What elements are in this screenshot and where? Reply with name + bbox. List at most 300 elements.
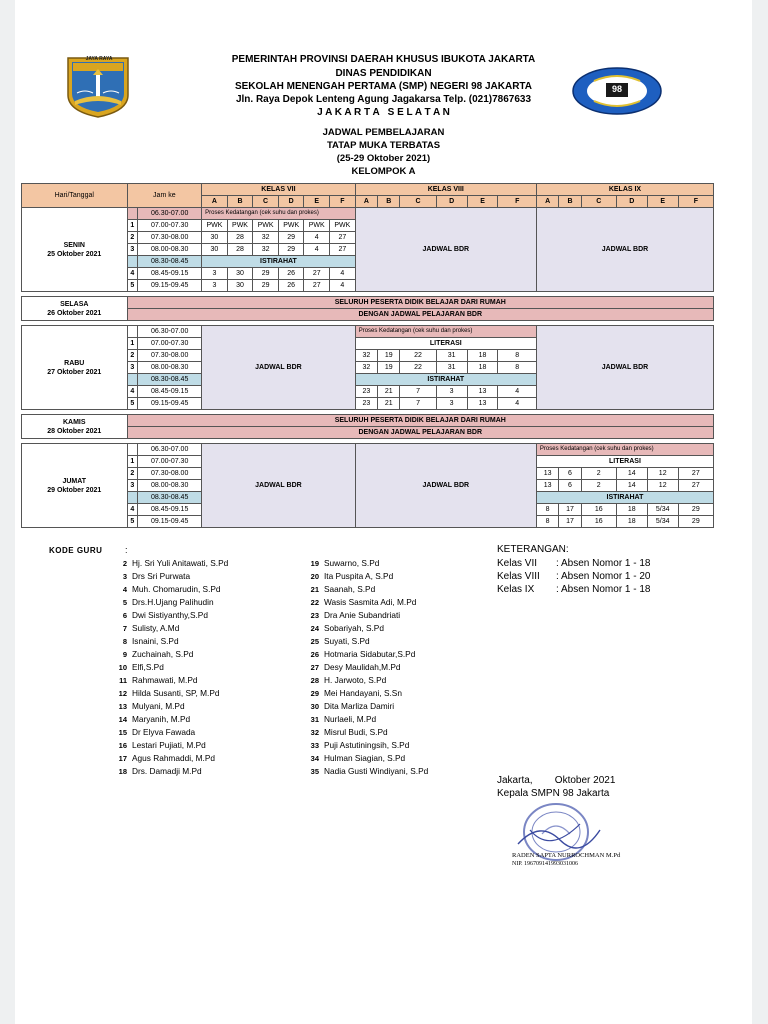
table-row: 1 07.00-07.30 PWK PWK PWK PWK PWK PWK [22,220,714,232]
teacher-code-number: 7 [122,624,127,633]
time-slot: 08.45-09.15 [138,268,202,280]
subject-cell: 32 [355,362,377,374]
teacher-name: Lestari Pujiati, M.Pd [132,740,206,750]
subject-cell: 32 [355,350,377,362]
time-slot: 09.15-09.45 [138,280,202,292]
subject-cell: 3 [202,268,228,280]
teacher-code-item [305,623,384,633]
jadwal-bdr-label: JADWAL BDR [355,444,536,528]
teacher-code-item [113,662,164,672]
subject-cell: 6 [559,468,581,480]
subject-cell: 27 [304,280,330,292]
time-slot: 06.30-07.00 [138,208,202,220]
teacher-code-item [113,584,221,594]
subject-cell: 4 [498,386,536,398]
subject-cell: 23 [355,386,377,398]
header-jam-ke: Jam ke [127,184,202,208]
subject-cell: 2 [581,468,616,480]
teacher-name: Ita Puspita A, S.Pd [324,571,394,581]
subject-cell: 29 [278,232,304,244]
bdr-notice-line-1: SELURUH PESERTA DIDIK BELAJAR DARI RUMAH [127,297,713,309]
teacher-code-number: 5 [122,598,127,607]
day-name: KAMIS [62,418,86,426]
subject-cell: 18 [467,350,498,362]
teacher-code-item [113,753,215,763]
kode-guru-colon: : [125,545,128,555]
keterangan-kelas: Kelas VII [497,558,538,569]
teacher-code-item [305,753,405,763]
subject-cell: 26 [278,268,304,280]
subject-cell: 17 [559,504,581,516]
col-f: F [498,196,536,208]
table-row: 3 08.00-08.30 13 6 2 14 12 27 [22,480,714,492]
letterhead-line-5: J A K A R T A S E L A T A N [317,107,450,118]
arrival-process-label: Proses Kedatangan (cek suhu dan prokes) [536,444,713,456]
subject-cell: 28 [227,244,253,256]
table-row: 5 09.15-09.45 23 21 7 3 13 4 [22,398,714,410]
table-row [22,208,714,220]
teacher-name: Misrul Budi, S.Pd [324,727,388,737]
subject-cell: PWK [278,220,304,232]
col-d: D [278,196,304,208]
teacher-code-number: 20 [310,572,319,581]
teacher-name: Saanah, S.Pd [324,584,376,594]
teacher-code-item [113,714,190,724]
teacher-code-number: 26 [310,650,319,659]
col-c: C [581,196,616,208]
col-a: A [536,196,558,208]
subject-cell: 30 [227,280,253,292]
teacher-code-item [113,688,219,698]
teacher-name: Drs. Damadji M.Pd [132,766,202,776]
subject-cell: 19 [378,350,400,362]
time-slot: 07.30-08.00 [138,232,202,244]
subject-cell: PWK [227,220,253,232]
teacher-name: Zuchainah, S.Pd [132,649,194,659]
subject-cell: 31 [436,350,467,362]
teacher-code-item [113,558,228,568]
teacher-code-number: 30 [310,702,319,711]
letterhead-line-1: PEMERINTAH PROVINSI DAERAH KHUSUS IBUKOTA JAKARTA [231,54,536,65]
subject-cell: 22 [400,362,436,374]
teacher-code-item [113,675,197,685]
teacher-code-item [305,727,388,737]
subject-cell: 14 [616,480,647,492]
jadwal-bdr-label: JADWAL BDR [536,208,713,292]
subject-cell: 19 [378,362,400,374]
subject-cell: 22 [400,350,436,362]
literasi-label: LITERASI [355,338,536,350]
day-cell-selasa [22,297,128,321]
teacher-code-number: 32 [310,728,319,737]
table-row: 2 07.30-08.00 13 6 2 14 12 27 [22,468,714,480]
teacher-name: Hotmaria Sidabutar,S.Pd [324,649,416,659]
teacher-name: Mulyani, M.Pd [132,701,185,711]
subject-cell: 29 [678,516,713,528]
teacher-code-item [305,610,400,620]
letterhead-line-4: Jln. Raya Depok Lenteng Agung Jagakarsa Telp. (021)7867633 [235,94,532,105]
col-c: C [400,196,436,208]
subject-cell: 14 [616,468,647,480]
teacher-code-number: 11 [119,676,127,685]
teacher-name: Hulman Siagian, S.Pd [324,753,406,763]
teacher-code-number: 18 [118,767,127,776]
subject-cell: 32 [253,232,279,244]
table-row [22,326,714,338]
col-b: B [378,196,400,208]
table-row: 3 08.00-08.30 32 19 22 31 18 8 [22,362,714,374]
teacher-code-item [305,714,376,724]
teacher-name: Drs.H.Ujang Palihudin [132,597,214,607]
subject-cell: 3 [436,398,467,410]
teacher-code-number: 25 [310,637,319,646]
teacher-code-item [305,571,393,581]
day-date: 25 Oktober 2021 [47,250,102,258]
teacher-code-item [113,623,179,633]
schedule-table [21,183,714,528]
col-b: B [227,196,253,208]
subject-cell: 12 [647,480,678,492]
subject-cell: 13 [536,480,558,492]
teacher-code-item [305,662,401,672]
subject-cell: PWK [330,220,356,232]
time-slot: 08.30-08.45 [138,256,202,268]
teacher-code-item [305,675,386,685]
teacher-name: Wasis Sasmita Adi, M.Pd [324,597,417,607]
day-cell-jumat [22,444,128,528]
istirahat-label: ISTIRAHAT [202,256,356,268]
teacher-code-number: 2 [122,559,127,568]
header-kelas-ix: KELAS IX [536,184,713,196]
teacher-code-number: 4 [122,585,127,594]
col-e: E [467,196,498,208]
subject-cell: 27 [304,268,330,280]
subject-cell: 18 [616,504,647,516]
subject-cell: 13 [536,468,558,480]
teacher-name: H. Jarwoto, S.Pd [324,675,387,685]
subject-cell: 30 [202,244,228,256]
table-row [22,415,714,427]
istirahat-label: ISTIRAHAT [536,492,713,504]
col-e: E [647,196,678,208]
teacher-name: Dita Marliza Damiri [324,701,395,711]
subject-cell: 12 [647,468,678,480]
teacher-name: Maryanih, M.Pd [132,714,191,724]
teacher-code-item [305,740,409,750]
teacher-name: Puji Astutiningsih, S.Pd [324,740,410,750]
teacher-name: Desy Maulidah,M.Pd [324,662,401,672]
teacher-name: Suyati, S.Pd [324,636,370,646]
teacher-code-number: 35 [310,767,319,776]
teacher-code-item [305,766,428,776]
day-date: 28 Oktober 2021 [47,427,102,435]
subject-cell: PWK [253,220,279,232]
letterhead-line-3: SEKOLAH MENENGAH PERTAMA (SMP) NEGERI 98 JAKARTA [234,81,533,92]
subject-cell: 21 [378,386,400,398]
day-name: SELASA [60,300,89,308]
keterangan-value: : Absen Nomor 1 - 18 [556,584,651,595]
jadwal-bdr-label: JADWAL BDR [536,326,713,410]
header-kelas-vii: KELAS VII [202,184,356,196]
teacher-code-number: 3 [122,572,127,581]
subject-cell: 30 [227,268,253,280]
time-slot: 07.30-08.00 [138,350,202,362]
bdr-notice-line-2: DENGAN JADWAL PELAJARAN BDR [127,427,713,439]
time-slot: 08.30-08.45 [138,374,202,386]
col-d: D [616,196,647,208]
subject-cell: 5/34 [647,516,678,528]
teacher-name: Dwi Sistiyanthy,S.Pd [132,610,208,620]
signatory-nip: NIP. 196709141993031006 [512,861,579,867]
col-f: F [678,196,713,208]
subject-cell: 3 [436,386,467,398]
header-kelas-viii: KELAS VIII [355,184,536,196]
subject-cell: 18 [616,516,647,528]
teacher-code-number: 9 [122,650,127,659]
teacher-code-item [305,584,375,594]
subject-cell: 4 [330,268,356,280]
col-e: E [304,196,330,208]
table-row: 5 09.15-09.45 8 17 16 18 5/34 29 [22,516,714,528]
keterangan-kelas: Kelas IX [497,584,535,595]
jadwal-bdr-label: JADWAL BDR [202,326,356,410]
day-date: 26 Oktober 2021 [47,309,102,317]
subject-cell: 27 [330,232,356,244]
teacher-code-number: 6 [122,611,127,620]
logo-motto-text: JAYA RAYA [85,56,113,62]
teacher-code-number: 15 [118,728,127,737]
subject-cell: 2 [581,480,616,492]
teacher-name: Mei Handayani, S.Sn [324,688,402,698]
teacher-code-number: 31 [310,715,319,724]
subject-cell: 13 [467,386,498,398]
signatory-name: RADEN SAPTA NURROCHMAN M.Pd [512,852,621,859]
subject-cell: 4 [498,398,536,410]
day-name: SENIN [63,241,85,249]
schedule-title-4: KELOMPOK A [351,166,416,177]
col-f: F [330,196,356,208]
teacher-code-item [113,649,193,659]
teacher-code-item [113,636,179,646]
time-slot: 08.00-08.30 [138,480,202,492]
keterangan-kelas: Kelas VIII [497,571,540,582]
subject-cell: 7 [400,398,436,410]
teacher-code-item [113,766,202,776]
subject-cell: PWK [304,220,330,232]
teacher-code-item [113,610,208,620]
teacher-name: Isnaini, S.Pd [132,636,179,646]
teacher-code-number: 22 [310,598,319,607]
time-slot: 08.00-08.30 [138,362,202,374]
subject-cell: 27 [678,480,713,492]
teacher-name: Rahmawati, M.Pd [132,675,198,685]
subject-cell: 8 [498,362,536,374]
teacher-name: Nurlaeli, M.Pd [324,714,377,724]
subject-cell: 31 [436,362,467,374]
jadwal-bdr-label: JADWAL BDR [355,208,536,292]
day-date: 29 Oktober 2021 [47,486,102,494]
table-row: 1 07.00-07.30 LITERASI [22,338,714,350]
teacher-name: Agus Rahmaddi, M.Pd [132,753,216,763]
teacher-code-number: 27 [310,663,319,672]
table-row: 4 08.45-09.15 23 21 7 3 13 4 [22,386,714,398]
teacher-code-number: 14 [118,715,127,724]
teacher-code-number: 12 [118,689,127,698]
teacher-code-number: 13 [118,702,127,711]
day-date: 27 Oktober 2021 [47,368,102,376]
subject-cell: 7 [400,386,436,398]
signature-place-date: Jakarta, Oktober 2021 [497,775,616,786]
kode-guru-label: KODE GURU [49,546,103,555]
teacher-code-item [305,649,415,659]
subject-cell: 32 [253,244,279,256]
day-name: RABU [64,359,85,367]
subject-cell: 5/34 [647,504,678,516]
table-header-row [22,184,714,196]
arrival-process-label: Proses Kedatangan (cek suhu dan prokes) [202,208,356,220]
teacher-code-item [113,727,195,737]
time-slot: 07.30-08.00 [138,468,202,480]
teacher-code-item [113,740,206,750]
subject-cell: 4 [304,232,330,244]
teacher-code-number: 29 [310,689,319,698]
teacher-name: Muh. Chomarudin, S.Pd [132,584,221,594]
teacher-name: Nadia Gusti Windiyani, S.Pd [324,766,429,776]
jadwal-bdr-label: JADWAL BDR [202,444,356,528]
subject-cell: 21 [378,398,400,410]
keterangan-value: : Absen Nomor 1 - 18 [556,558,651,569]
subject-cell: 23 [355,398,377,410]
subject-cell: 3 [202,280,228,292]
time-slot: 09.15-09.45 [138,516,202,528]
teacher-name: Hilda Susanti, SP, M.Pd [132,688,220,698]
teacher-name: Elfi,S.Pd [132,662,164,672]
subject-cell: 30 [202,232,228,244]
teacher-code-item [113,701,185,711]
col-b: B [559,196,581,208]
teacher-code-item [305,636,370,646]
table-row [22,297,714,309]
teacher-code-item [305,701,394,711]
table-row: 4 08.45-09.15 3 30 29 26 27 4 [22,268,714,280]
teacher-code-number: 23 [310,611,319,620]
table-row: 3 08.00-08.30 30 28 32 29 4 27 [22,244,714,256]
subject-cell: 18 [467,362,498,374]
subject-cell: 8 [498,350,536,362]
time-slot: 08.45-09.15 [138,504,202,516]
subject-cell: 8 [536,516,558,528]
col-a: A [202,196,228,208]
time-slot: 06.30-07.00 [138,326,202,338]
subject-cell: 27 [330,244,356,256]
col-d: D [436,196,467,208]
teacher-code-number: 10 [118,663,127,672]
col-c: C [253,196,279,208]
time-slot: 08.30-08.45 [138,492,202,504]
teacher-code-item [305,688,402,698]
teacher-code-number: 24 [310,624,319,633]
subject-cell: 16 [581,516,616,528]
subject-cell: 6 [559,480,581,492]
subject-cell: 17 [559,516,581,528]
time-slot: 08.45-09.15 [138,386,202,398]
teacher-code-number: 34 [310,754,319,763]
teacher-code-number: 28 [310,676,319,685]
teacher-code-number: 17 [118,754,127,763]
subject-cell: 29 [278,244,304,256]
subject-cell: 16 [581,504,616,516]
teacher-name: Dr Elyva Fawada [132,727,196,737]
table-row [22,444,714,456]
subject-cell: PWK [202,220,228,232]
table-row: 1 07.00-07.30 LITERASI [22,456,714,468]
subject-cell: 26 [278,280,304,292]
teacher-name: Sulisty, A.Md [132,623,180,633]
teacher-code-number: 19 [310,559,319,568]
school-logo-number: 98 [611,84,622,94]
document-page [15,0,752,1024]
time-slot: 07.00-07.30 [138,220,202,232]
teacher-code-number: 16 [118,741,127,750]
teacher-name: Suwarno, S.Pd [324,558,380,568]
day-cell-kamis [22,415,128,439]
keterangan-value: : Absen Nomor 1 - 20 [556,571,651,582]
teacher-code-item [305,558,379,568]
schedule-title-2: TATAP MUKA TERBATAS [326,140,441,151]
signature-position: Kepala SMPN 98 Jakarta [497,788,610,799]
literasi-label: LITERASI [536,456,713,468]
keterangan-title: KETERANGAN: [497,544,569,555]
time-slot: 06.30-07.00 [138,444,202,456]
schedule-title-3: (25-29 Oktober 2021) [336,153,431,164]
subject-cell: 29 [253,280,279,292]
teacher-code-item [305,597,416,607]
time-slot: 08.00-08.30 [138,244,202,256]
time-slot: 07.00-07.30 [138,338,202,350]
teacher-name: Hj. Sri Yuli Anitawati, S.Pd [132,558,229,568]
teacher-code-item [113,571,190,581]
day-cell-rabu [22,326,128,410]
arrival-process-label: Proses Kedatangan (cek suhu dan prokes) [355,326,536,338]
teacher-name: Sobariyah, S.Pd [324,623,384,633]
schedule-title-1: JADWAL PEMBELAJARAN [322,127,445,138]
istirahat-label: ISTIRAHAT [355,374,536,386]
letterhead-line-2: DINAS PENDIDIKAN [335,68,432,79]
teacher-code-number: 33 [310,741,319,750]
subject-cell: 29 [253,268,279,280]
table-row: 4 08.45-09.15 8 17 16 18 5/34 29 [22,504,714,516]
subject-cell: 29 [678,504,713,516]
subject-cell: 4 [330,280,356,292]
teacher-code-number: 8 [122,637,127,646]
subject-cell: 4 [304,244,330,256]
table-row: 5 09.15-09.45 3 30 29 26 27 4 [22,280,714,292]
subject-cell: 27 [678,468,713,480]
header-hari-tanggal: Hari/Tanggal [22,184,128,208]
day-cell-senin [22,208,128,292]
time-slot: 07.00-07.30 [138,456,202,468]
subject-cell: 28 [227,232,253,244]
subject-cell: 8 [536,504,558,516]
col-a: A [355,196,377,208]
table-row: 2 07.30-08.00 30 28 32 29 4 27 [22,232,714,244]
teacher-code-item [113,597,214,607]
table-row: 2 07.30-08.00 32 19 22 31 18 8 [22,350,714,362]
bdr-notice-line-1: SELURUH PESERTA DIDIK BELAJAR DARI RUMAH [127,415,713,427]
teacher-code-number: 21 [310,585,319,594]
bdr-notice-line-2: DENGAN JADWAL PELAJARAN BDR [127,309,713,321]
time-slot: 09.15-09.45 [138,398,202,410]
